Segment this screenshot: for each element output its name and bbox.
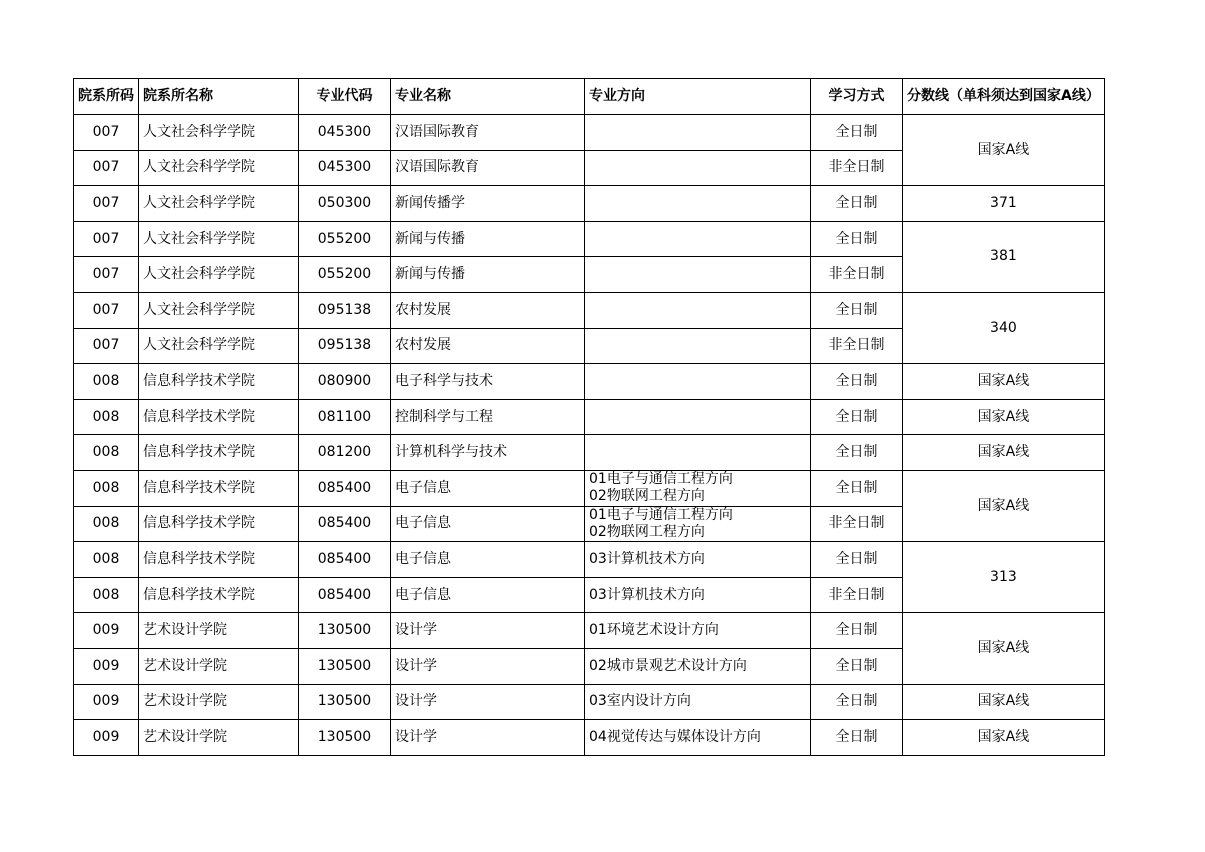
major-name-cell: 农村发展 [391, 328, 585, 364]
header-row [74, 79, 1105, 115]
study-mode-cell: 全日制 [811, 720, 903, 756]
table-row [74, 364, 1105, 400]
direction-cell [585, 292, 811, 328]
study-mode-cell: 全日制 [811, 470, 903, 506]
dept-code-cell: 007 [74, 328, 139, 364]
major-code-cell: 095138 [299, 292, 391, 328]
dept-code-cell: 009 [74, 684, 139, 720]
dept-name-cell: 艺术设计学院 [139, 613, 299, 649]
major-name-cell: 设计学 [391, 720, 585, 756]
table-row [74, 720, 1105, 756]
dept-code-cell: 007 [74, 150, 139, 186]
major-name-cell: 电子信息 [391, 577, 585, 613]
admission-score-table [73, 78, 1105, 756]
major-code-cell: 085400 [299, 506, 391, 542]
table-body [74, 115, 1105, 756]
table-row [74, 292, 1105, 328]
direction-cell [585, 221, 811, 257]
table-row [74, 186, 1105, 222]
dept-name-cell: 人文社会科学学院 [139, 115, 299, 151]
major-code-cell: 045300 [299, 150, 391, 186]
study-mode-cell: 非全日制 [811, 257, 903, 293]
dept-code-cell: 007 [74, 292, 139, 328]
major-name-cell: 设计学 [391, 648, 585, 684]
major-name-cell: 新闻与传播 [391, 221, 585, 257]
major-code-cell: 081100 [299, 399, 391, 435]
header-dept-code: 院系所码 [74, 79, 139, 115]
direction-cell [585, 577, 811, 613]
major-code-cell: 045300 [299, 115, 391, 151]
dept-code-cell: 007 [74, 221, 139, 257]
major-name-cell: 汉语国际教育 [391, 150, 585, 186]
direction-cell [585, 542, 811, 578]
score-line-cell: 381 [903, 221, 1105, 292]
major-code-cell: 095138 [299, 328, 391, 364]
study-mode-cell: 全日制 [811, 684, 903, 720]
major-code-cell: 130500 [299, 648, 391, 684]
study-mode-cell: 非全日制 [811, 506, 903, 542]
major-name-cell: 电子科学与技术 [391, 364, 585, 400]
study-mode-cell: 全日制 [811, 292, 903, 328]
dept-code-cell: 008 [74, 470, 139, 506]
score-line-cell: 国家A线 [903, 115, 1105, 186]
direction-cell [585, 435, 811, 471]
dept-code-cell: 008 [74, 399, 139, 435]
direction-line: 01电子与通信工程方向 [589, 506, 733, 523]
dept-code-cell: 007 [74, 257, 139, 293]
dept-name-cell: 信息科学技术学院 [139, 506, 299, 542]
dept-code-cell: 009 [74, 720, 139, 756]
major-code-cell: 080900 [299, 364, 391, 400]
table-row [74, 470, 1105, 506]
study-mode-cell: 非全日制 [811, 577, 903, 613]
study-mode-cell: 全日制 [811, 542, 903, 578]
dept-name-cell: 艺术设计学院 [139, 684, 299, 720]
table-row [74, 221, 1105, 257]
major-name-cell: 农村发展 [391, 292, 585, 328]
study-mode-cell: 全日制 [811, 435, 903, 471]
direction-cell [585, 506, 811, 542]
dept-name-cell: 艺术设计学院 [139, 648, 299, 684]
major-name-cell: 设计学 [391, 613, 585, 649]
major-code-cell: 130500 [299, 684, 391, 720]
table-row [74, 613, 1105, 649]
dept-code-cell: 009 [74, 648, 139, 684]
header-dept-name: 院系所名称 [139, 79, 299, 115]
major-name-cell: 控制科学与工程 [391, 399, 585, 435]
dept-code-cell: 008 [74, 435, 139, 471]
direction-cell [585, 720, 811, 756]
direction-cell [585, 648, 811, 684]
dept-name-cell: 信息科学技术学院 [139, 399, 299, 435]
direction-cell [585, 186, 811, 222]
direction-line: 03室内设计方向 [589, 693, 691, 710]
table-row [74, 542, 1105, 578]
major-name-cell: 计算机科学与技术 [391, 435, 585, 471]
direction-line: 03计算机技术方向 [589, 550, 705, 567]
study-mode-cell: 全日制 [811, 221, 903, 257]
dept-name-cell: 信息科学技术学院 [139, 364, 299, 400]
major-name-cell: 汉语国际教育 [391, 115, 585, 151]
direction-line: 02物联网工程方向 [589, 523, 705, 540]
score-line-cell: 313 [903, 542, 1105, 613]
dept-name-cell: 信息科学技术学院 [139, 542, 299, 578]
major-code-cell: 130500 [299, 720, 391, 756]
direction-cell [585, 613, 811, 649]
major-code-cell: 130500 [299, 613, 391, 649]
dept-name-cell: 人文社会科学学院 [139, 328, 299, 364]
dept-code-cell: 008 [74, 506, 139, 542]
score-line-cell: 340 [903, 292, 1105, 363]
score-line-cell: 国家A线 [903, 613, 1105, 684]
direction-cell [585, 150, 811, 186]
header-major-code: 专业代码 [299, 79, 391, 115]
table-row [74, 115, 1105, 151]
dept-code-cell: 008 [74, 364, 139, 400]
score-line-cell: 371 [903, 186, 1105, 222]
direction-cell [585, 399, 811, 435]
table-row [74, 684, 1105, 720]
dept-name-cell: 信息科学技术学院 [139, 470, 299, 506]
major-code-cell: 085400 [299, 577, 391, 613]
major-name-cell: 电子信息 [391, 542, 585, 578]
direction-line: 01环境艺术设计方向 [589, 622, 719, 639]
dept-code-cell: 007 [74, 186, 139, 222]
study-mode-cell: 全日制 [811, 364, 903, 400]
study-mode-cell: 全日制 [811, 186, 903, 222]
dept-code-cell: 008 [74, 577, 139, 613]
table-row [74, 399, 1105, 435]
major-code-cell: 085400 [299, 542, 391, 578]
major-code-cell: 081200 [299, 435, 391, 471]
study-mode-cell: 全日制 [811, 648, 903, 684]
major-name-cell: 设计学 [391, 684, 585, 720]
direction-cell [585, 115, 811, 151]
header-score-line: 分数线（单科须达到国家A线） [903, 79, 1105, 115]
major-code-cell: 085400 [299, 470, 391, 506]
score-line-cell: 国家A线 [903, 470, 1105, 541]
major-code-cell: 055200 [299, 257, 391, 293]
dept-name-cell: 人文社会科学学院 [139, 257, 299, 293]
direction-line: 02城市景观艺术设计方向 [589, 657, 747, 674]
major-name-cell: 新闻与传播 [391, 257, 585, 293]
score-line-cell: 国家A线 [903, 720, 1105, 756]
dept-code-cell: 008 [74, 542, 139, 578]
direction-cell [585, 684, 811, 720]
dept-code-cell: 007 [74, 115, 139, 151]
dept-name-cell: 信息科学技术学院 [139, 435, 299, 471]
table-row [74, 435, 1105, 471]
direction-line: 01电子与通信工程方向 [589, 471, 733, 488]
score-line-cell: 国家A线 [903, 435, 1105, 471]
major-name-cell: 新闻传播学 [391, 186, 585, 222]
direction-line: 03计算机技术方向 [589, 586, 705, 603]
study-mode-cell: 全日制 [811, 613, 903, 649]
major-name-cell: 电子信息 [391, 506, 585, 542]
study-mode-cell: 非全日制 [811, 328, 903, 364]
dept-name-cell: 艺术设计学院 [139, 720, 299, 756]
header-major-name: 专业名称 [391, 79, 585, 115]
dept-code-cell: 009 [74, 613, 139, 649]
direction-cell [585, 364, 811, 400]
header-direction: 专业方向 [585, 79, 811, 115]
study-mode-cell: 非全日制 [811, 150, 903, 186]
direction-line: 04视觉传达与媒体设计方向 [589, 728, 761, 745]
study-mode-cell: 全日制 [811, 115, 903, 151]
direction-cell [585, 328, 811, 364]
score-line-cell: 国家A线 [903, 684, 1105, 720]
direction-cell [585, 470, 811, 506]
score-line-cell: 国家A线 [903, 364, 1105, 400]
header-study-mode: 学习方式 [811, 79, 903, 115]
dept-name-cell: 人文社会科学学院 [139, 221, 299, 257]
score-line-cell: 国家A线 [903, 399, 1105, 435]
dept-name-cell: 人文社会科学学院 [139, 150, 299, 186]
major-code-cell: 055200 [299, 221, 391, 257]
major-code-cell: 050300 [299, 186, 391, 222]
major-name-cell: 电子信息 [391, 470, 585, 506]
dept-name-cell: 信息科学技术学院 [139, 577, 299, 613]
study-mode-cell: 全日制 [811, 399, 903, 435]
direction-cell [585, 257, 811, 293]
dept-name-cell: 人文社会科学学院 [139, 292, 299, 328]
dept-name-cell: 人文社会科学学院 [139, 186, 299, 222]
direction-line: 02物联网工程方向 [589, 488, 705, 505]
